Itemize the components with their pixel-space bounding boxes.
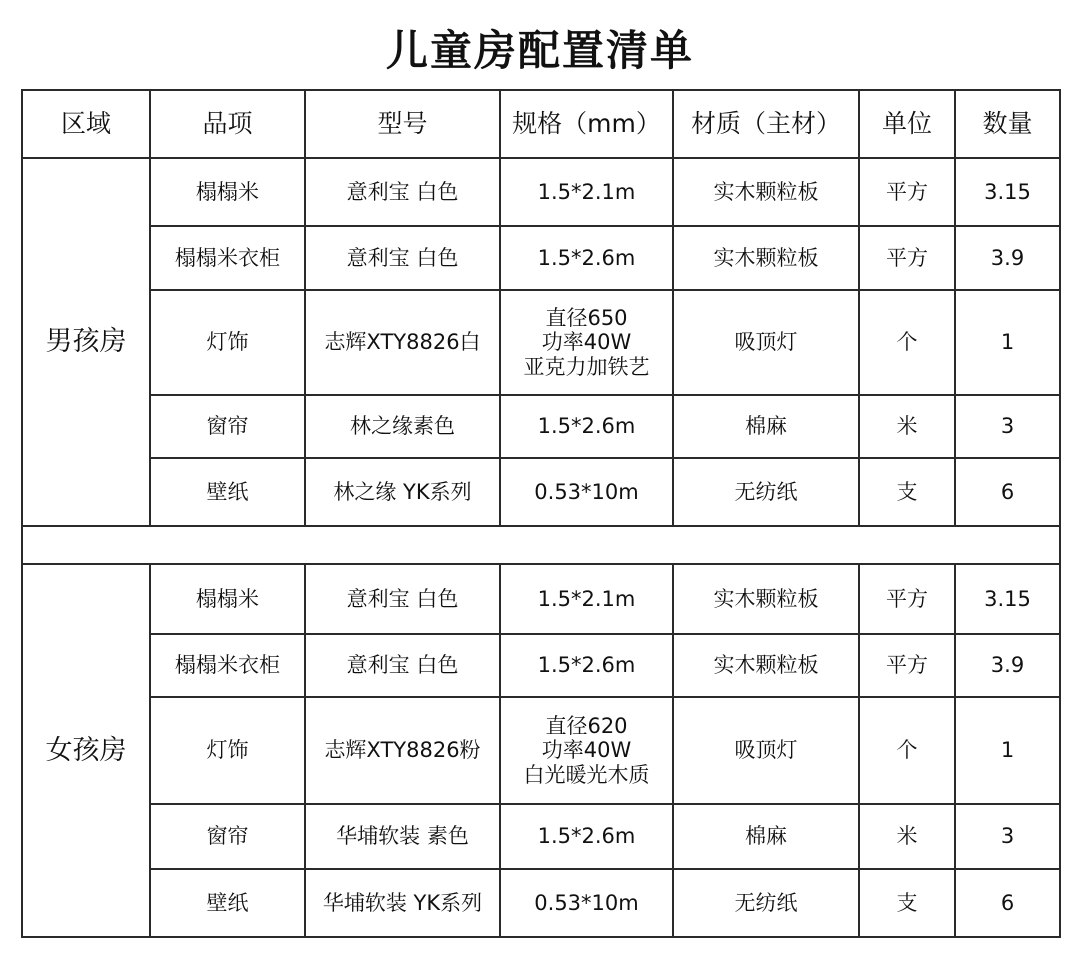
page-title: 儿童房配置清单: [385, 26, 694, 75]
spec-cell: [500, 869, 673, 937]
table-row: [22, 290, 1060, 395]
model-cell: 华埔软装 素色: [305, 804, 500, 869]
spec-line: 白光暖光木质: [523, 762, 650, 787]
material-cell: 棉麻: [673, 804, 859, 869]
area-cell-boy: 男孩房: [22, 158, 150, 526]
spec-line: 功率40W: [541, 330, 632, 355]
spec-line: 1.5*2.6m: [537, 245, 636, 270]
table-row: [22, 697, 1060, 804]
model-cell: 志辉XTY8826白: [305, 290, 500, 395]
model-cell: 意利宝 白色: [305, 158, 500, 226]
header-item: 品项: [150, 90, 305, 158]
header-row: [22, 90, 1060, 158]
unit-cell: 平方: [859, 634, 955, 697]
spec-line: 1.5*2.6m: [537, 653, 636, 678]
material-cell: 无纺纸: [673, 458, 859, 526]
item-cell: 榻榻米: [150, 564, 305, 634]
spec-cell: [500, 804, 673, 869]
spec-cell: [500, 634, 673, 697]
item-cell: 榻榻米: [150, 158, 305, 226]
table-row: [22, 804, 1060, 869]
material-cell: 实木颗粒板: [673, 158, 859, 226]
unit-cell: 个: [859, 290, 955, 395]
spec-cell: [500, 564, 673, 634]
spec-cell: [500, 697, 673, 804]
spec-line: 1.5*2.6m: [537, 824, 636, 849]
table-row: [22, 634, 1060, 697]
header-model: 型号: [305, 90, 500, 158]
spec-line: 直径620: [545, 714, 628, 739]
spec-line: 1.5*2.1m: [537, 586, 636, 611]
qty-cell: 3.15: [955, 564, 1060, 634]
model-cell: 林之缘 YK系列: [305, 458, 500, 526]
unit-cell: 支: [859, 458, 955, 526]
table-row: [22, 158, 1060, 226]
area-cell-girl: 女孩房: [22, 564, 150, 937]
spec-line: 0.53*10m: [534, 479, 639, 504]
unit-cell: 平方: [859, 564, 955, 634]
section-separator: [22, 526, 1060, 564]
item-cell: 窗帘: [150, 804, 305, 869]
qty-cell: 1: [955, 290, 1060, 395]
qty-cell: 3.15: [955, 158, 1060, 226]
model-cell: 志辉XTY8826粉: [305, 697, 500, 804]
qty-cell: 6: [955, 458, 1060, 526]
item-cell: 窗帘: [150, 395, 305, 458]
unit-cell: 平方: [859, 226, 955, 290]
spec-line: 1.5*2.1m: [537, 179, 636, 204]
item-cell: 灯饰: [150, 697, 305, 804]
qty-cell: 3: [955, 395, 1060, 458]
table-row: [22, 564, 1060, 634]
spec-cell: [500, 290, 673, 395]
table-row: [22, 869, 1060, 937]
header-spec: 规格（mm）: [500, 90, 673, 158]
table-row: [22, 458, 1060, 526]
unit-cell: 米: [859, 804, 955, 869]
qty-cell: 1: [955, 697, 1060, 804]
item-cell: 榻榻米衣柜: [150, 634, 305, 697]
item-cell: 壁纸: [150, 458, 305, 526]
table-row: [22, 395, 1060, 458]
qty-cell: 3: [955, 804, 1060, 869]
model-cell: 意利宝 白色: [305, 634, 500, 697]
material-cell: 无纺纸: [673, 869, 859, 937]
item-cell: 壁纸: [150, 869, 305, 937]
header-qty: 数量: [955, 90, 1060, 158]
material-cell: 实木颗粒板: [673, 226, 859, 290]
spec-line: 0.53*10m: [534, 890, 639, 915]
header-material: 材质（主材）: [673, 90, 859, 158]
qty-cell: 3.9: [955, 634, 1060, 697]
separator-cell: [22, 526, 1060, 564]
table-row: [22, 226, 1060, 290]
spec-cell: [500, 395, 673, 458]
spec-line: 直径650: [545, 306, 628, 331]
spec-line: 亚克力加铁艺: [523, 354, 650, 379]
spec-cell: [500, 458, 673, 526]
spec-cell: [500, 158, 673, 226]
header-area: 区域: [22, 90, 150, 158]
config-table: [21, 89, 1061, 938]
item-cell: 灯饰: [150, 290, 305, 395]
unit-cell: 个: [859, 697, 955, 804]
model-cell: 林之缘素色: [305, 395, 500, 458]
material-cell: 实木颗粒板: [673, 634, 859, 697]
spec-line: 1.5*2.6m: [537, 414, 636, 439]
model-cell: 华埔软装 YK系列: [305, 869, 500, 937]
item-cell: 榻榻米衣柜: [150, 226, 305, 290]
unit-cell: 米: [859, 395, 955, 458]
qty-cell: 3.9: [955, 226, 1060, 290]
material-cell: 棉麻: [673, 395, 859, 458]
unit-cell: 平方: [859, 158, 955, 226]
material-cell: 吸顶灯: [673, 290, 859, 395]
model-cell: 意利宝 白色: [305, 226, 500, 290]
spec-line: 功率40W: [541, 738, 632, 763]
unit-cell: 支: [859, 869, 955, 937]
header-unit: 单位: [859, 90, 955, 158]
model-cell: 意利宝 白色: [305, 564, 500, 634]
qty-cell: 6: [955, 869, 1060, 937]
material-cell: 吸顶灯: [673, 697, 859, 804]
material-cell: 实木颗粒板: [673, 564, 859, 634]
spec-cell: [500, 226, 673, 290]
